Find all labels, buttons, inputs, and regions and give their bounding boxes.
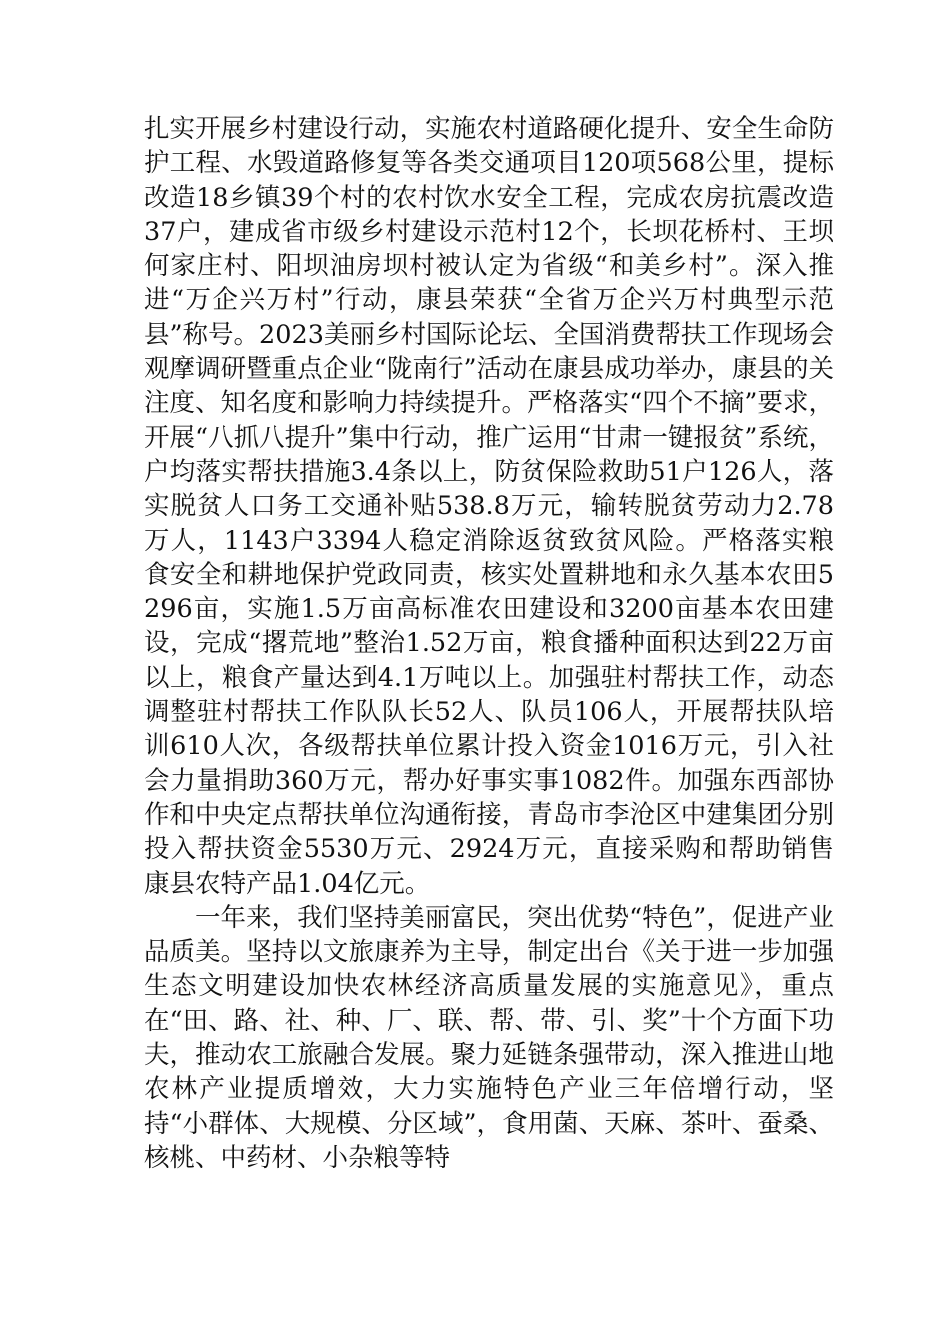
body-paragraph-2: 一年来，我们坚持美丽富民，突出优势“特色”，促进产业品质美。坚持以文旅康养为主导，制定出台《关于进一步加强生态文明建设加快农林经济高质量发展的实施意见》，重点在“田、路、社、种、厂、联、帮、带、引、奖”十个方面下功夫，推动农工旅融合发展。聚力延链条强带动，深入推进山地农林产业提质增效，大力实施特色产业三年倍增行动，坚持“小群体、大规模、分区域”，食用菌、天麻、茶叶、蚕桑、核桃、中药材、小杂粮等特 bbox=[144, 902, 834, 1173]
body-paragraph-1: 扎实开展乡村建设行动，实施农村道路硬化提升、安全生命防护工程、水毁道路修复等各类交通项目120项568公里，提标改造18乡镇39个村的农村饮水安全工程，完成农房抗震改造37户，建成省市级乡村建设示范村12个，长坝花桥村、王坝何家庄村、阳坝油房坝村被认定为省级“和美乡村”。深入推进“万企兴万村”行动，康县荣获“全省万企兴万村典型示范县”称号。2023美丽乡村国际论坛、全国消费帮扶工作现场会观摩调研暨重点企业“陇南行”活动在康县成功举办，康县的关注度、知名度和影响力持续提升。严格落实“四个不摘”要求，开展“八抓八提升”集中行动，推广运用“甘肃一键报贫”系统，户均落实帮扶措施3.4条以上，防贫保险救助51户126人，落实脱贫人口务工交通补贴538.8万元，输转脱贫劳动力2.78万人，1143户3394人稳定消除返贫致贫风险。严格落实粮食安全和耕地保护党政同责，核实处置耕地和永久基本农田5296亩，实施1.5万亩高标准农田建设和3200亩基本农田建设，完成“撂荒地”整治1.52万亩，粮食播种面积达到22万亩以上，粮食产量达到4.1万吨以上。加强驻村帮扶工作，动态调整驻村帮扶工作队队长52人、队员106人，开展帮扶队培训610人次，各级帮扶单位累计投入资金1016万元，引入社会力量捐助360万元，帮办好事实事1082件。加强东西部协作和中央定点帮扶单位沟通衔接，青岛市李沧区中建集团分别投入帮扶资金5530万元、2924万元，直接采购和帮助销售康县农特产品1.04亿元。 bbox=[144, 114, 834, 899]
document-page bbox=[144, 112, 834, 1175]
